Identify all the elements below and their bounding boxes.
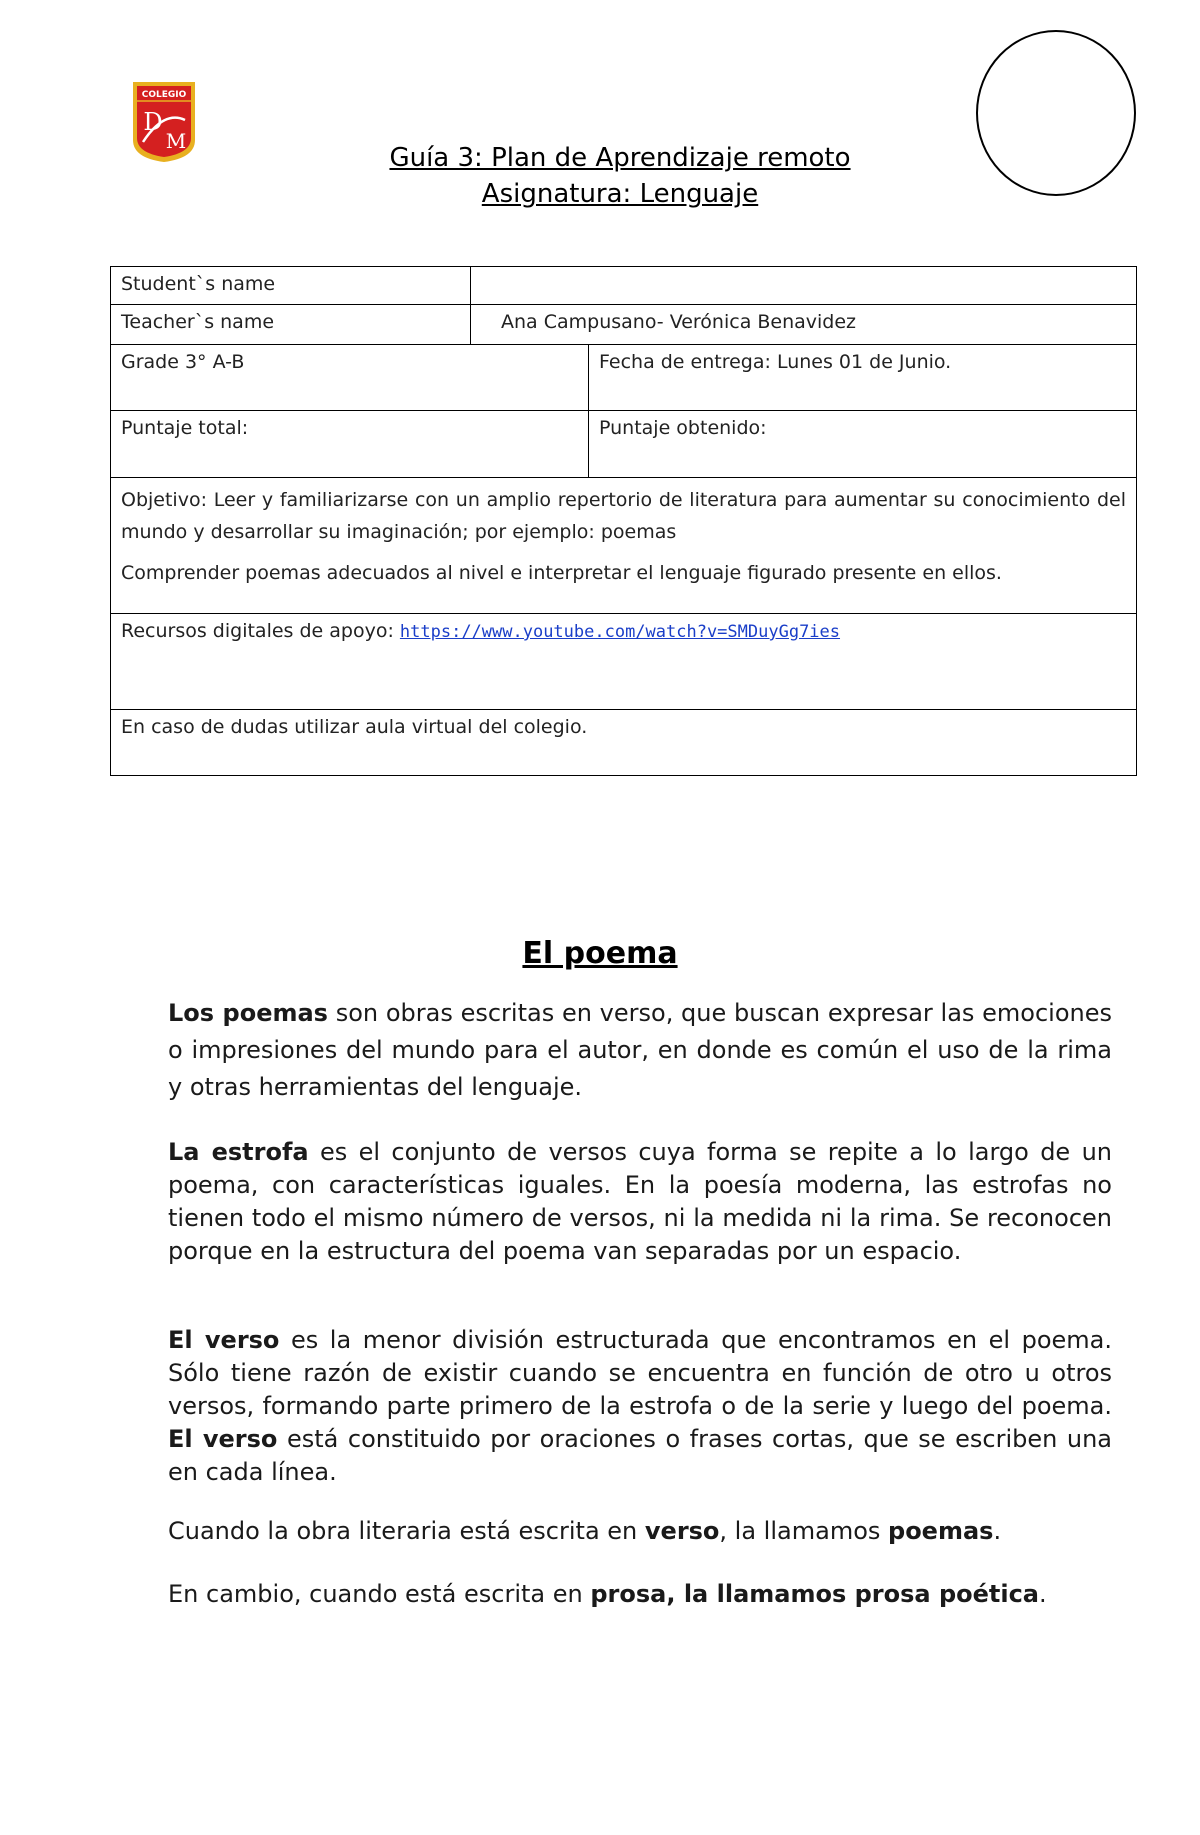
teacher-name-value: Ana Campusano- Verónica Benavidez: [471, 305, 1137, 345]
total-score-cell: Puntaje total:: [111, 411, 589, 478]
term-estrofa: La estrofa: [168, 1138, 309, 1166]
svg-text:D: D: [143, 108, 163, 136]
paragraph-text: Cuando la obra literaria está escrita en: [168, 1517, 645, 1545]
term-prosa-poetica: prosa, la llamamos prosa poética: [590, 1580, 1040, 1608]
term-verso: verso: [644, 1517, 720, 1545]
paragraph-text: es el conjunto de versos cuya forma se repite a lo largo de un poema, con características iguales. En la poesía moderna, las estrofas no tienen todo el mismo número de versos, ni la medida ni la rima. Se reconocen porque en la estructura del poema van separadas por un espacio.: [168, 1138, 1112, 1265]
grade-cell: Grade 3° A-B: [111, 345, 589, 411]
logo-colegio-text: COLEGIO: [141, 90, 187, 100]
section-heading: El poema: [522, 936, 678, 971]
term-poemas: poemas: [888, 1517, 994, 1545]
paragraph-text: son obras escritas en verso, que buscan expresar las emociones o impresiones del mundo para el autor, en donde es común el uso de la rima y otras herramientas del lenguaje.: [168, 999, 1112, 1101]
paragraph-text: , la llamamos: [719, 1517, 889, 1545]
resources-label: Recursos digitales de apoyo:: [121, 620, 400, 642]
paragraph-text: está constituido por oraciones o frases cortas, que se escriben una en cada línea.: [168, 1425, 1112, 1486]
paragraph-text: .: [993, 1517, 1002, 1545]
resources-cell: [111, 614, 1137, 710]
paragraph-text: es la menor división estructurada que encontramos en el poema. Sólo tiene razón de existir cuando se encuentra en función de otro u otros versos, formando parte primero de la estrofa o de la serie y luego del poema.: [168, 1326, 1113, 1420]
paragraph-verso-poemas: [168, 1515, 1112, 1548]
paragraph-estrofa: [168, 1136, 1112, 1268]
student-name-label: Student`s name: [111, 267, 471, 305]
document-header: [0, 140, 1200, 212]
resources-link[interactable]: https://www.youtube.com/watch?v=SMDuyGg7ies: [399, 622, 841, 642]
document-subtitle: Asignatura: Lenguaje: [481, 179, 759, 209]
teacher-name-label: Teacher`s name: [111, 305, 471, 345]
due-date-cell: Fecha de entrega: Lunes 01 de Junio.: [589, 345, 1137, 411]
objective-text-1: Objetivo: Leer y familiarizarse con un amplio repertorio de literatura para aumentar su conocimiento del mundo y desarrollar su imaginación; por ejemplo: poemas: [121, 489, 1126, 543]
term-verso: El verso: [168, 1326, 280, 1354]
paragraph-verso: [168, 1324, 1112, 1489]
objective-text-2: Comprender poemas adecuados al nivel e interpretar el lenguaje figurado presente en ellos.: [121, 562, 1002, 584]
obtained-score-cell: Puntaje obtenido:: [589, 411, 1137, 478]
student-info-table: [110, 266, 1137, 776]
doubts-cell: En caso de dudas utilizar aula virtual del colegio.: [111, 710, 1137, 776]
objective-cell: [111, 478, 1137, 614]
svg-text:M: M: [165, 129, 187, 153]
paragraph-poems: [168, 995, 1112, 1106]
paragraph-prosa: [168, 1578, 1112, 1611]
paragraph-text: En cambio, cuando está escrita en: [168, 1580, 591, 1608]
student-name-value[interactable]: [471, 267, 1137, 305]
document-title: Guía 3: Plan de Aprendizaje remoto: [389, 143, 851, 173]
term-poemas: Los poemas: [168, 999, 328, 1027]
term-verso: El verso: [168, 1425, 278, 1453]
paragraph-text: .: [1039, 1580, 1047, 1608]
